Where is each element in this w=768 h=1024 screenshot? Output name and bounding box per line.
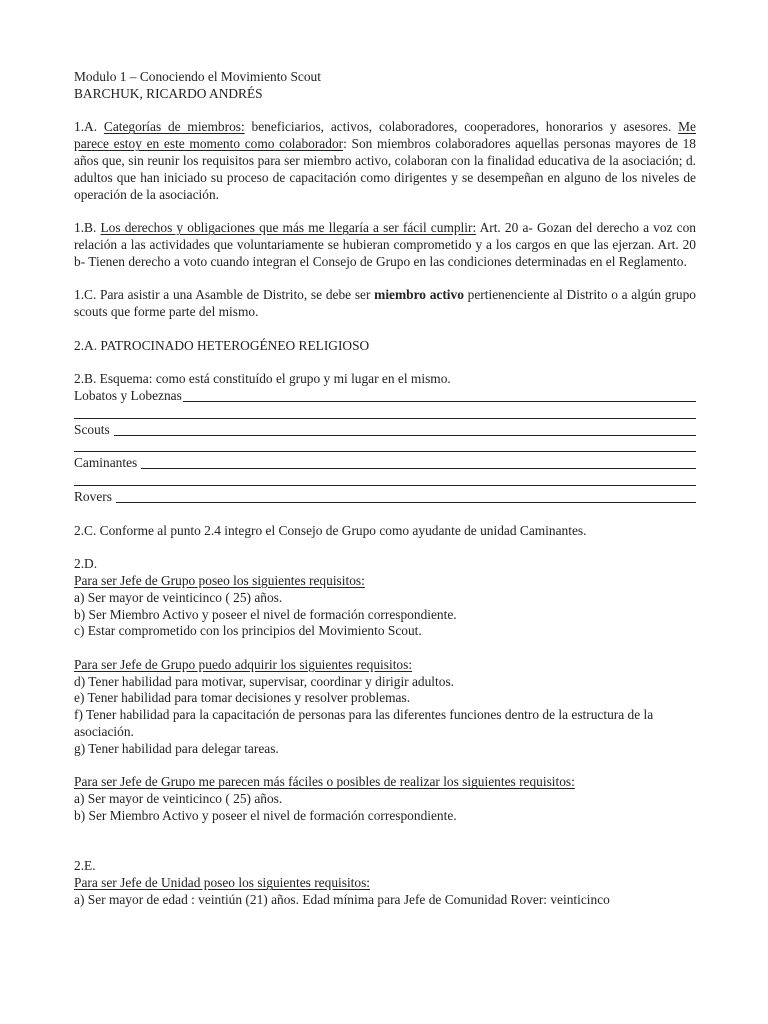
list-item: c) Estar comprometido con los principios del Movimiento Scout. [74, 623, 422, 639]
section-1b: 1.B. Los derechos y obligaciones que más me llegaría a ser fácil cumplir: Art. 20 a- Gozan del derecho a voz con relación a las actividades que voluntariamente se hubieran comprometido y a los cargos en que las ejerzan. Art. 20 b- Tienen derecho a voto cuando integran el Consejo de Grupo en las condiciones determinadas en el Reglamento. [74, 220, 696, 269]
section-2a: 2.A. PATROCINADO HETEROGÉNEO RELIGIOSO [74, 337, 370, 353]
document-body [74, 69, 696, 909]
blank-line [74, 436, 696, 453]
blank-line [74, 402, 696, 419]
unit-label: Lobatos y Lobeznas [74, 388, 182, 404]
group-schema [74, 388, 696, 506]
list-item: f) Tener habilidad para la capacitación de personas para las diferentes funciones dentro de la estructura de la asociación. [74, 707, 654, 740]
list-item: b) Ser Miembro Activo y poseer el nivel de formación correspondiente. [74, 606, 457, 622]
unit-row-rovers [74, 489, 696, 506]
requirements-heading: Para ser Jefe de Grupo puedo adquirir los siguientes requisitos: [74, 656, 413, 672]
fill-line [116, 502, 696, 503]
section-1a: 1.A. Categorías de miembros: beneficiarios, activos, colaboradores, cooperadores, honorarios y asesores. Me parece estoy en este momento como colaborador: Son miembros colaboradores aquellas personas mayores de 18 años que, sin reunir los requisitos para ser miembro activo, colaboran con la finalidad educativa de la asociación; d. adultos que han iniciado su proceso de capacitación como dirigentes y se desempeñan en alguno de los niveles de operación de la asociación. [74, 119, 697, 202]
unit-label: Rovers [74, 488, 112, 504]
document-title: Modulo 1 – Conociendo el Movimiento Scout [74, 69, 321, 84]
list-item: e) Tener habilidad para tomar decisiones y resolver problemas. [74, 690, 411, 706]
requirements-heading: Para ser Jefe de Grupo poseo los siguientes requisitos: [74, 572, 365, 588]
blank-line [74, 469, 696, 486]
list-item: b) Ser Miembro Activo y poseer el nivel de formación correspondiente. [74, 808, 457, 824]
requirements-heading: Para ser Jefe de Unidad poseo los siguientes requisitos: [74, 875, 371, 891]
list-item: g) Tener habilidad para delegar tareas. [74, 740, 279, 756]
section-2d [74, 556, 696, 825]
list-item: a) Ser mayor de veinticinco ( 25) años. [74, 791, 283, 807]
list-item: a) Ser mayor de edad : veintiún (21) años. Edad mínima para Jefe de Comunidad Rover: veinticinco [74, 892, 610, 908]
list-item: a) Ser mayor de veinticinco ( 25) años. [74, 589, 283, 605]
section-1c: 1.C. Para asistir a una Asamble de Distrito, se debe ser miembro activo pertienenciente al Distrito o a algún grupo scouts que forme parte del mismo. [74, 287, 696, 320]
requirements-heading: Para ser Jefe de Grupo me parecen más fáciles o posibles de realizar los siguientes requisitos: [74, 774, 575, 790]
section-label: 2.E. [74, 858, 96, 874]
section-2c: 2.C. Conforme al punto 2.4 integro el Consejo de Grupo como ayudante de unidad Caminantes. [74, 522, 587, 538]
unit-label: Caminantes [74, 455, 138, 471]
section-label: 2.D. [74, 556, 98, 572]
section-2e [74, 858, 696, 908]
section-2b-intro: 2.B. Esquema: como está constituído el grupo y mi lugar en el mismo. [74, 371, 451, 387]
author-name: BARCHUK, RICARDO ANDRÉS [74, 85, 263, 101]
unit-label: Scouts [74, 421, 110, 437]
list-item: d) Tener habilidad para motivar, supervisar, coordinar y dirigir adultos. [74, 673, 455, 689]
